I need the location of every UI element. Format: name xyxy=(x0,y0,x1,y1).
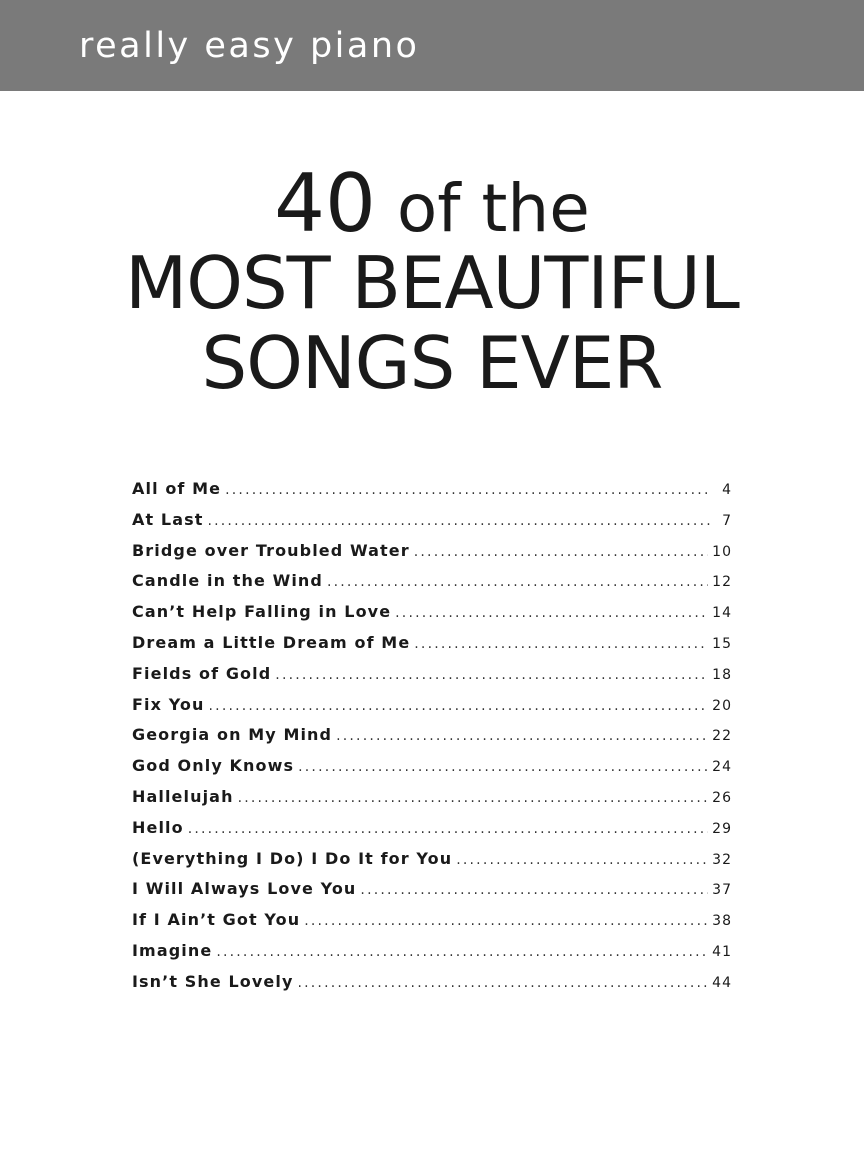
toc-dot-leader xyxy=(414,629,708,660)
toc-entry-title: I Will Always Love You xyxy=(132,879,357,899)
toc-entry-page-number: 41 xyxy=(712,943,732,960)
toc-entry-title: Isn’t She Lovely xyxy=(132,971,294,991)
toc-entry-page-number: 4 xyxy=(722,482,732,498)
toc-dot-leader xyxy=(304,906,708,937)
toc-entry-page-number: 15 xyxy=(712,635,732,652)
toc-dot-leader xyxy=(188,814,708,845)
toc-entry-title: Dream a Little Dream of Me xyxy=(132,632,411,652)
toc-entry-title: All of Me xyxy=(132,479,222,498)
toc-entry-page-number: 44 xyxy=(712,974,732,991)
toc-entry-page-number: 29 xyxy=(712,820,732,837)
book-title-of-the: of the xyxy=(396,170,590,247)
toc-entry xyxy=(132,536,732,567)
toc-entry xyxy=(132,751,732,782)
toc-entry xyxy=(132,474,732,505)
toc-entry-page-number: 26 xyxy=(712,789,732,806)
toc-dot-leader xyxy=(327,567,708,598)
toc-entry-page-number: 20 xyxy=(712,697,732,714)
toc-dot-leader xyxy=(297,968,708,999)
toc-entry xyxy=(132,874,732,905)
toc-entry-title: Georgia on My Mind xyxy=(132,725,333,745)
toc-entry-page-number: 7 xyxy=(722,512,732,529)
toc-dot-leader xyxy=(216,937,708,968)
toc-entry xyxy=(132,936,732,967)
series-title: really easy piano xyxy=(79,26,420,66)
toc-entry xyxy=(132,967,732,998)
toc-entry xyxy=(132,782,732,813)
toc-entry-page-number: 18 xyxy=(712,666,732,683)
toc-dot-leader xyxy=(275,660,708,691)
toc-dot-leader xyxy=(225,475,712,506)
toc-entry-title: God Only Knows xyxy=(132,756,295,776)
toc-dot-leader xyxy=(395,598,708,629)
toc-entry-page-number: 37 xyxy=(712,882,732,899)
toc-entry-title: (Everything I Do) I Do It for You xyxy=(132,848,453,868)
toc-entry-page-number: 32 xyxy=(712,851,732,868)
book-title-count: 40 xyxy=(274,157,376,250)
toc-entry-title: At Last xyxy=(132,509,204,529)
toc-entry xyxy=(132,844,732,875)
toc-dot-leader xyxy=(414,537,708,568)
toc-dot-leader xyxy=(360,875,708,906)
toc-entry-title: Fix You xyxy=(132,694,205,714)
toc-dot-leader xyxy=(456,845,708,876)
toc-entry-title: Hallelujah xyxy=(132,786,234,806)
toc-entry-title: Imagine xyxy=(132,940,213,960)
toc-entry-title: If I Ain’t Got You xyxy=(132,910,301,930)
toc-dot-leader xyxy=(209,691,709,722)
toc-entry xyxy=(132,566,732,597)
book-title-line-2: MOST BEAUTIFUL xyxy=(125,241,739,325)
toc-dot-leader xyxy=(238,783,709,814)
header-band xyxy=(0,0,864,91)
toc-entry-page-number: 14 xyxy=(712,605,732,622)
toc-entry-title: Fields of Gold xyxy=(132,663,272,683)
toc-entry-page-number: 10 xyxy=(712,543,732,560)
toc-entry-title: Bridge over Troubled Water xyxy=(132,540,410,560)
toc-entry-page-number: 22 xyxy=(712,728,732,745)
toc-dot-leader xyxy=(336,721,708,752)
toc-dot-leader xyxy=(207,506,712,537)
toc-entry-title: Can’t Help Falling in Love xyxy=(132,602,392,622)
toc-entry xyxy=(132,690,732,721)
toc-entry-title: Candle in the Wind xyxy=(132,571,323,591)
toc-entry xyxy=(132,597,732,628)
toc-entry xyxy=(132,720,732,751)
book-title-line-3: SONGS EVER xyxy=(201,321,663,405)
toc-entry xyxy=(132,659,732,690)
toc-entry-page-number: 24 xyxy=(712,759,732,776)
toc-entry-page-number: 38 xyxy=(712,913,732,930)
toc-entry xyxy=(132,505,732,536)
toc-entry xyxy=(132,813,732,844)
toc-dot-leader xyxy=(298,752,708,783)
toc-entry-title: Hello xyxy=(132,817,184,837)
toc-entry-page-number: 12 xyxy=(712,574,732,591)
toc-entry xyxy=(132,905,732,936)
table-of-contents xyxy=(132,474,732,998)
toc-entry xyxy=(132,628,732,659)
